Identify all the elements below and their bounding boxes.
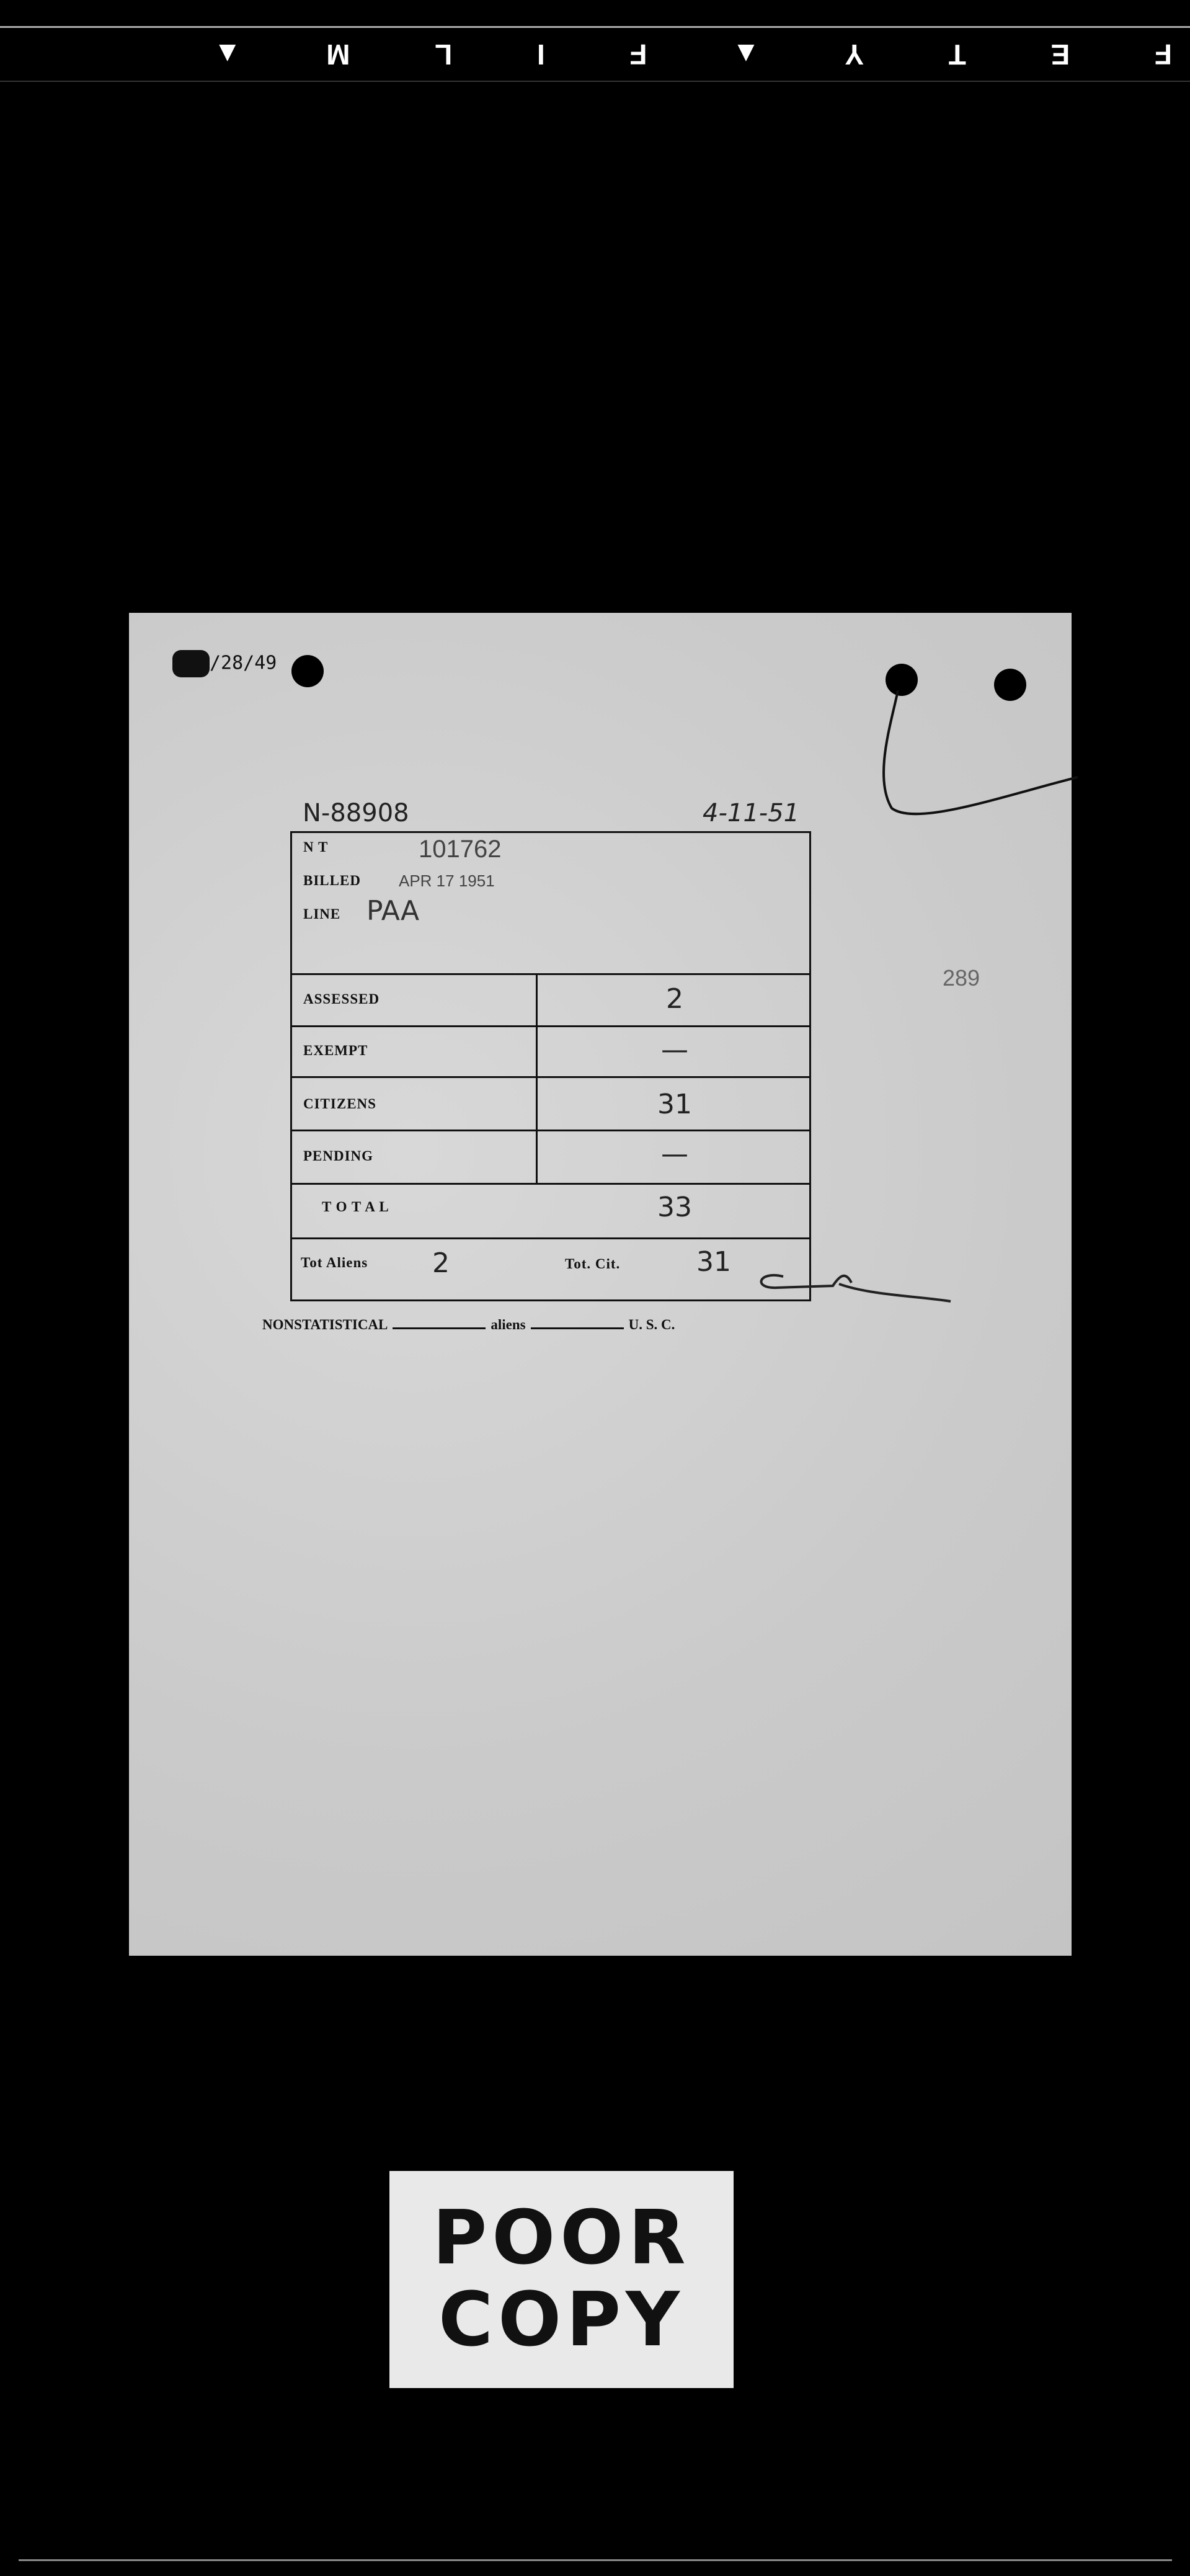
billed-stamp: APR 17 1951 (399, 871, 495, 890)
side-number: 289 (943, 965, 980, 991)
initials-signature (746, 1258, 957, 1308)
nt-label: N T (303, 839, 329, 855)
assessed-value: 2 (666, 983, 683, 1015)
film-edge-strip (0, 0, 1190, 82)
poor-copy-line2: COPY (438, 2277, 685, 2363)
citizens-value: 31 (657, 1089, 692, 1120)
film-edge-char: F (1146, 38, 1172, 71)
exempt-value: — (661, 1034, 688, 1066)
film-edge-text (205, 36, 1172, 73)
nt-value: 101762 (419, 836, 502, 863)
film-edge-line (0, 26, 1190, 28)
corner-note (172, 650, 277, 677)
line-label: LINE (303, 906, 341, 922)
film-edge-char: T (939, 38, 966, 71)
pending-label: PENDING (303, 1148, 374, 1164)
film-edge-char: Y (836, 38, 864, 71)
poor-copy-card (389, 2171, 734, 2388)
handwritten-date: 4-11-51 (703, 799, 800, 827)
blank-line (531, 1327, 624, 1329)
punch-hole (291, 655, 324, 687)
column-divider (536, 973, 538, 1183)
line-value: PAA (366, 895, 420, 927)
corner-note-text: /28/49 (210, 652, 277, 674)
document-page (129, 613, 1072, 1956)
film-edge-char: M (317, 38, 350, 71)
row-divider (292, 1237, 809, 1239)
row-divider (292, 1130, 809, 1131)
billed-label: BILLED (303, 873, 361, 888)
film-edge-char: L (426, 38, 453, 71)
row-divider (292, 1025, 809, 1027)
film-edge-char: F (621, 38, 647, 71)
total-label: T O T A L (322, 1199, 389, 1214)
row-divider (292, 1076, 809, 1078)
tot-cit-label: Tot. Cit. (565, 1256, 621, 1272)
blank-line (393, 1327, 486, 1329)
poor-copy-line1: POOR (432, 2195, 691, 2281)
tot-cit-value: 31 (696, 1246, 731, 1278)
assessed-label: ASSESSED (303, 991, 380, 1007)
manifest-form (290, 831, 811, 1301)
ink-blot (172, 650, 210, 677)
row-divider (292, 973, 809, 975)
row-divider (292, 1183, 809, 1185)
film-edge-char: ▲ (205, 38, 242, 71)
film-bottom-edge (19, 2559, 1172, 2561)
total-value: 33 (657, 1192, 692, 1223)
file-number: N-88908 (303, 799, 409, 827)
usc-label: U. S. C. (628, 1317, 675, 1332)
tot-aliens-value: 2 (432, 1247, 450, 1279)
citizens-label: CITIZENS (303, 1096, 376, 1112)
film-edge-char: E (1042, 38, 1070, 71)
pending-value: — (661, 1138, 688, 1170)
exempt-label: EXEMPT (303, 1043, 368, 1058)
film-edge-char: ▲ (723, 38, 760, 71)
aliens-label: aliens (491, 1317, 526, 1332)
footer-line (262, 1317, 675, 1333)
pen-scribble (879, 672, 1078, 827)
tot-aliens-label: Tot Aliens (301, 1255, 368, 1270)
film-edge-char: I (528, 38, 545, 71)
nonstatistical-label: NONSTATISTICAL (262, 1317, 388, 1332)
